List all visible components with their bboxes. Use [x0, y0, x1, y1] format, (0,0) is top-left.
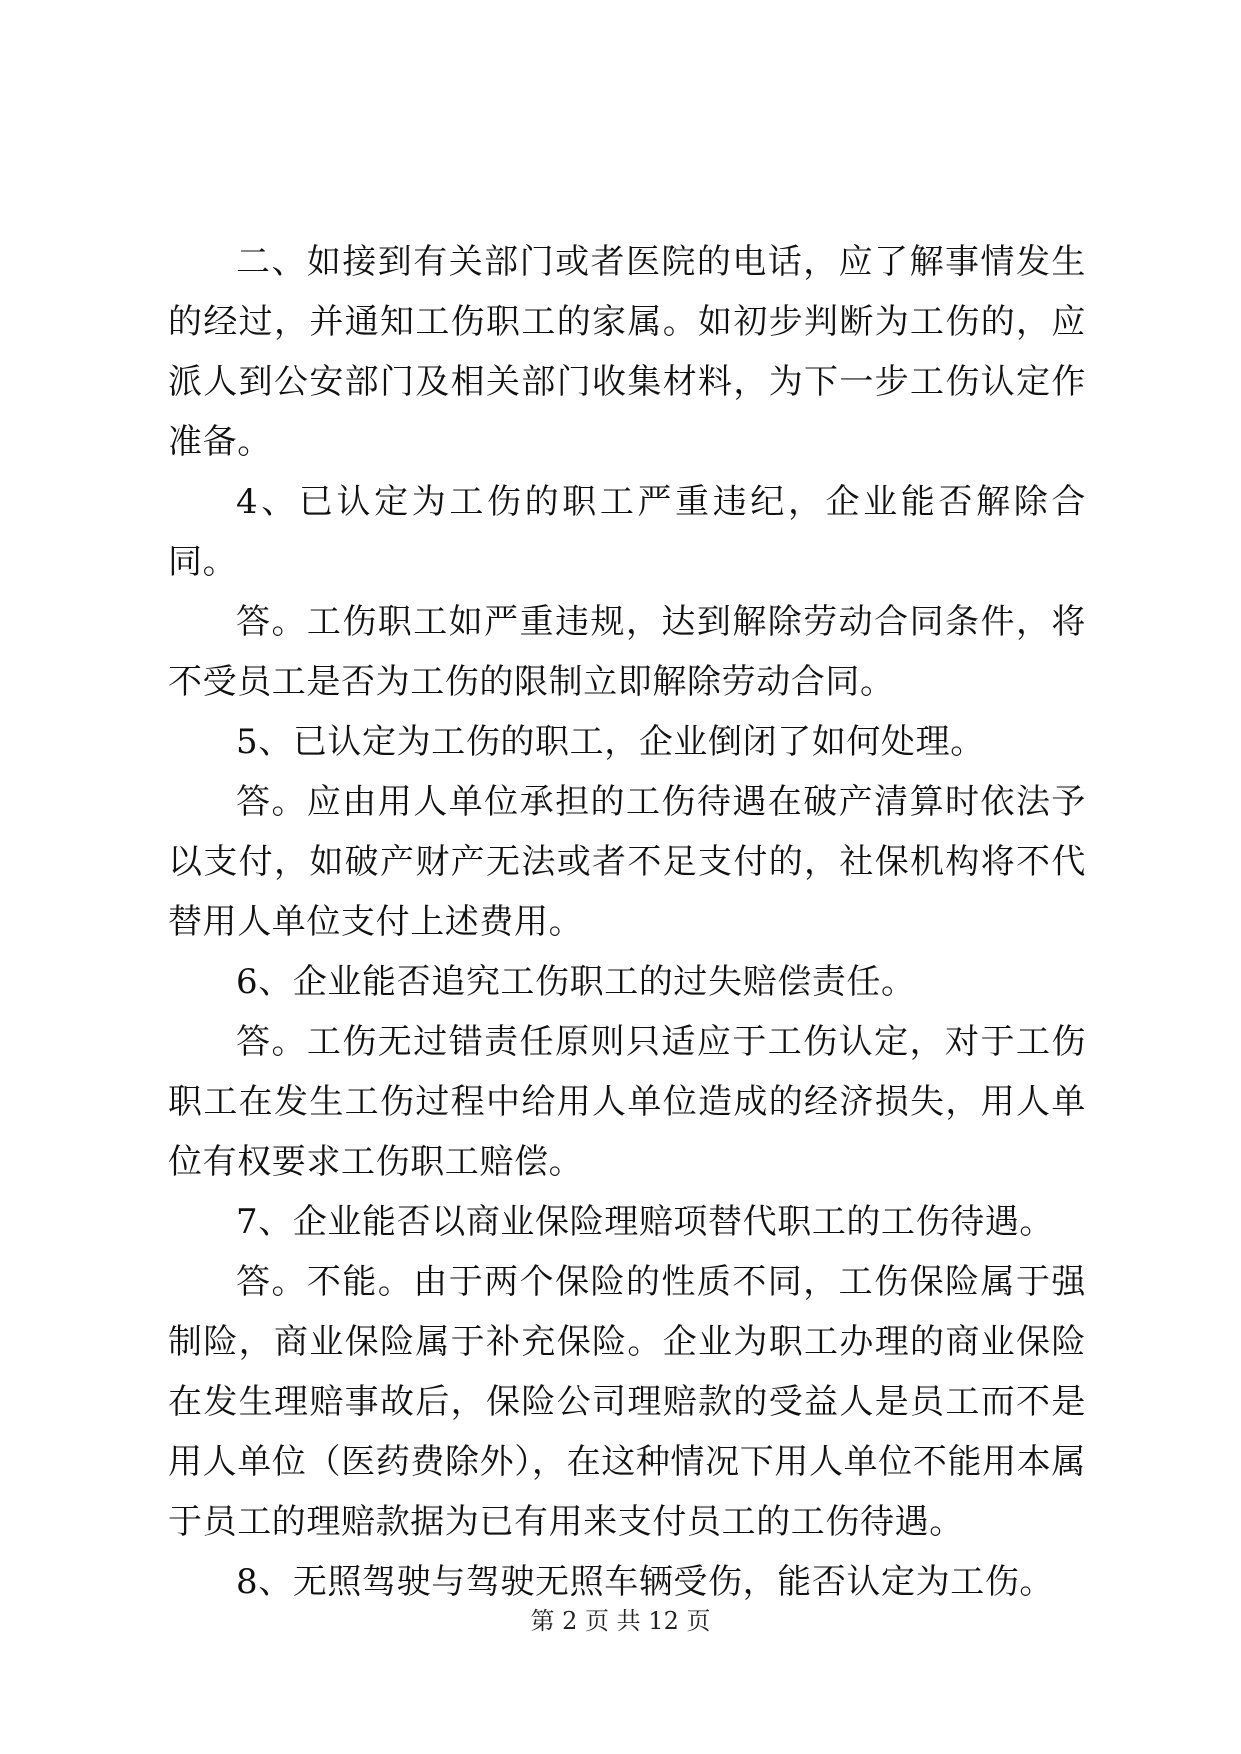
paragraph: 答。不能。由于两个保险的性质不同，工伤保险属于强制险，商业保险属于补充保险。企业为职工办理的商业保险在发生理赔事故后，保险公司理赔款的受益人是员工而不是用人单位（医药费除外），在这种情况下用人单位不能用本属于员工的理赔款据为已有用来支付员工的工伤待遇。: [168, 1262, 1086, 1542]
paragraph: 二、如接到有关部门或者医院的电话，应了解事情发生的经过，并通知工伤职工的家属。如初步判断为工伤的，应派人到公安部门及相关部门收集材料，为下一步工伤认定作准备。: [168, 242, 1086, 462]
document-body: [168, 232, 1086, 1612]
paragraph: 答。工伤职工如严重违规，达到解除劳动合同条件，将不受员工是否为工伤的限制立即解除劳动合同。: [168, 602, 1086, 702]
paragraph: 5、已认定为工伤的职工，企业倒闭了如何处理。: [236, 722, 985, 762]
paragraph: 6、企业能否追究工伤职工的过失赔偿责任。: [236, 962, 916, 1002]
paragraph: 答。工伤无过错责任原则只适应于工伤认定，对于工伤职工在发生工伤过程中给用人单位造成的经济损失，用人单位有权要求工伤职工赔偿。: [168, 1022, 1086, 1182]
page-number-footer: 第 2 页 共 12 页: [530, 1607, 711, 1635]
paragraph: 8、无照驾驶与驾驶无照车辆受伤，能否认定为工伤。: [236, 1562, 1055, 1602]
paragraph: 答。应由用人单位承担的工伤待遇在破产清算时依法予以支付，如破产财产无法或者不足支付的，社保机构将不代替用人单位支付上述费用。: [168, 782, 1086, 942]
paragraph: 7、企业能否以商业保险理赔项替代职工的工伤待遇。: [236, 1202, 1055, 1242]
paragraph: 4、已认定为工伤的职工严重违纪，企业能否解除合同。: [168, 482, 1086, 582]
